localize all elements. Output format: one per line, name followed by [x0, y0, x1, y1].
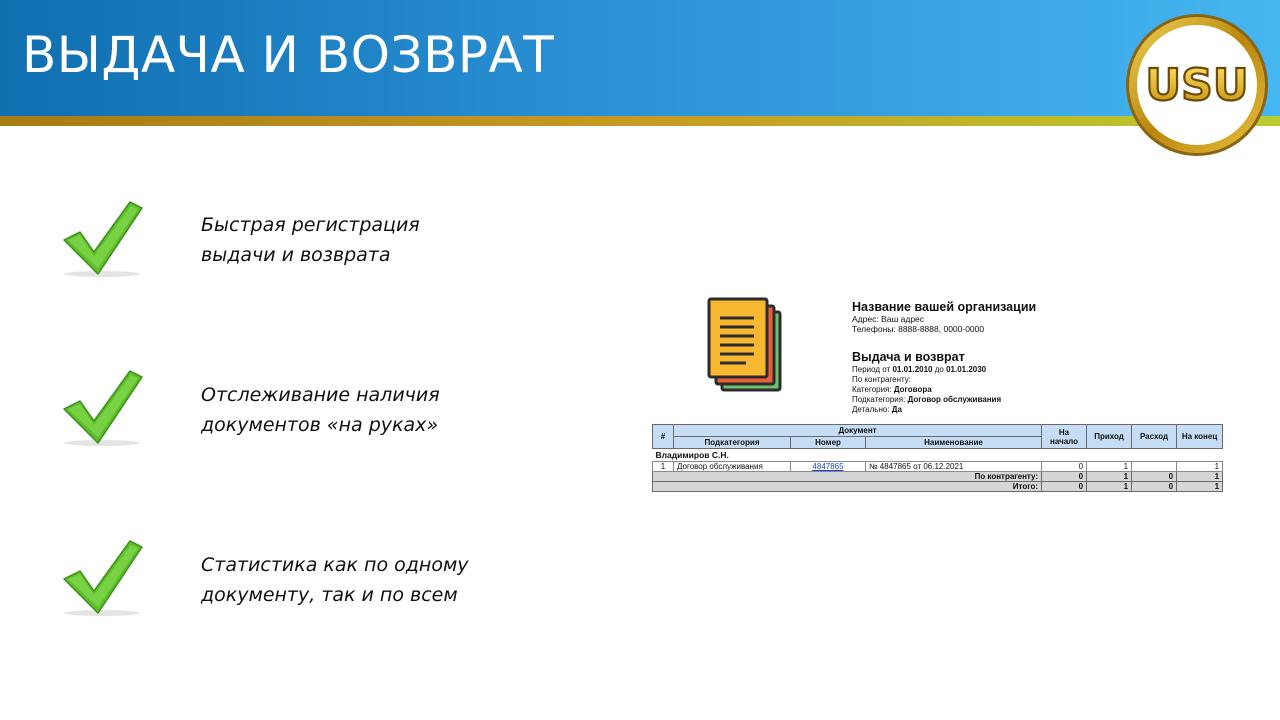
- col-num: #: [653, 425, 674, 449]
- bullet-text-1: Быстрая регистрация выдачи и возврата: [201, 214, 420, 266]
- check-icon: [58, 367, 148, 447]
- col-number: Номер: [791, 437, 866, 449]
- org-address: Адрес: Ваш адрес: [852, 314, 925, 324]
- col-subcategory: Подкатегория: [674, 437, 791, 449]
- col-end: На конец: [1177, 425, 1223, 449]
- report-detail: Детально: Да: [852, 405, 902, 414]
- report-counterparty: По контрагенту:: [852, 375, 912, 384]
- col-document: Документ: [674, 425, 1042, 437]
- group-row: Владимиров С.Н.: [655, 450, 729, 460]
- report-subcategory: Подкатегория: Договор обслуживания: [852, 395, 1002, 404]
- col-income: Приход: [1087, 425, 1132, 449]
- col-expense: Расход: [1132, 425, 1177, 449]
- organization-info: [852, 300, 1036, 334]
- logo-text: USU: [1145, 60, 1249, 111]
- bullet-text-2: Отслеживание наличия документов «на руках»: [201, 384, 440, 436]
- table-row: 1 Договор обслуживания 4847865 № 4847865 от 06.12.2021 0 1 1: [653, 462, 1223, 472]
- total-row: Итого: 0 1 0 1: [653, 482, 1223, 492]
- page-title: ВЫДАЧА И ВОЗВРАТ: [22, 26, 555, 84]
- org-phones: Телефоны: 8888-8888, 0000-0000: [852, 324, 985, 334]
- report-category: Категория: Договора: [852, 385, 932, 394]
- bullet-text-3: Статистика как по одному документу, так и по всем: [201, 554, 469, 606]
- documents-icon: [706, 296, 786, 394]
- check-icon: [58, 198, 148, 278]
- col-start: На начало: [1042, 425, 1087, 449]
- report-title: Выдача и возврат: [852, 350, 965, 364]
- header-gold-divider: [0, 116, 1280, 126]
- report-period: Период от 01.01.2010 до 01.01.2030: [852, 365, 987, 374]
- title-banner: [0, 0, 1280, 116]
- report-header: [852, 350, 1001, 415]
- usu-logo: [1124, 12, 1270, 158]
- table-header-row: [653, 425, 1223, 437]
- col-name: Наименование: [866, 437, 1042, 449]
- org-name: Название вашей организации: [852, 300, 1037, 314]
- document-number-link[interactable]: 4847865: [791, 462, 866, 472]
- report-table: [652, 424, 1223, 492]
- check-icon: [58, 537, 148, 617]
- subtotal-row: По контрагенту: 0 1 0 1: [653, 472, 1223, 482]
